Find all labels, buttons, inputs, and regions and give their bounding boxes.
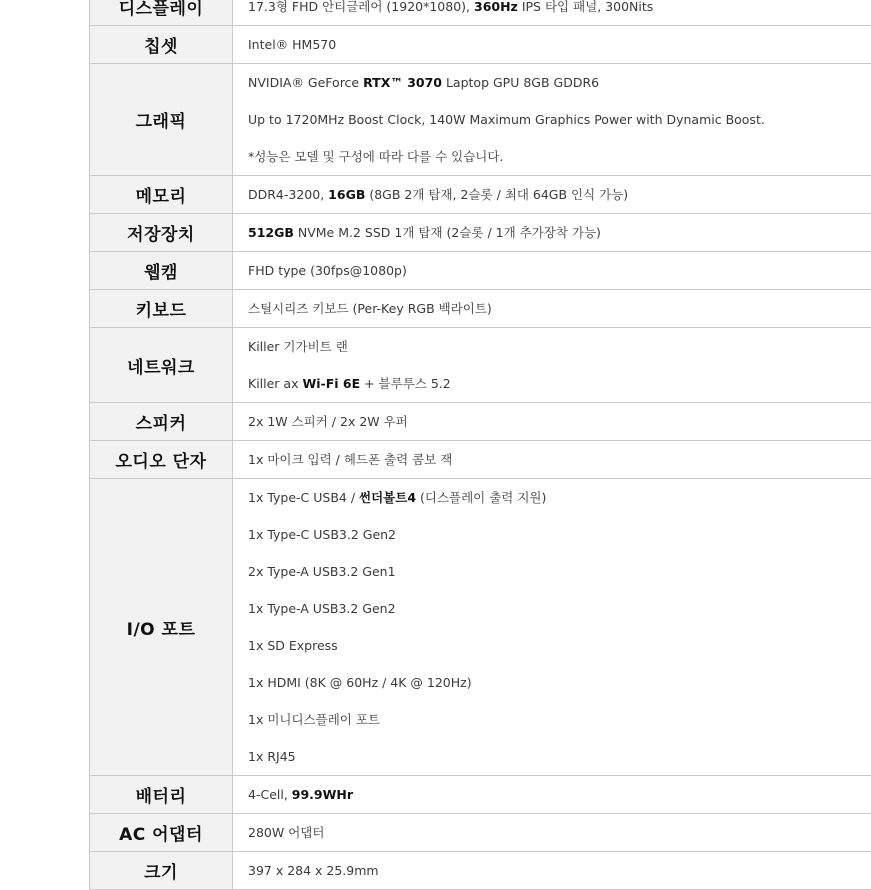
spec-value bbox=[233, 776, 871, 814]
spec-highlight: 360Hz bbox=[474, 0, 518, 14]
spec-label: 디스플레이 bbox=[90, 0, 233, 26]
spec-text: Up to 1720MHz Boost Clock, 140W Maximum Graphics Power with Dynamic Boost. bbox=[248, 112, 765, 127]
spec-text: FHD type (30fps@1080p) bbox=[248, 263, 407, 278]
spec-value bbox=[233, 441, 871, 479]
spec-row bbox=[90, 776, 871, 814]
spec-text: 1x RJ45 bbox=[248, 749, 296, 764]
spec-value-line bbox=[248, 818, 871, 847]
spec-highlight: Wi-Fi 6E bbox=[302, 376, 360, 391]
spec-value-line bbox=[248, 294, 871, 323]
spec-text: 1x HDMI (8K @ 60Hz / 4K @ 120Hz) bbox=[248, 675, 472, 690]
spec-text: 2x 1W 스피커 / 2x 2W 우퍼 bbox=[248, 414, 408, 429]
spec-value bbox=[233, 176, 871, 214]
spec-label: I/O 포트 bbox=[90, 479, 233, 776]
spec-text: + 블루투스 5.2 bbox=[360, 376, 451, 391]
spec-value bbox=[233, 214, 871, 252]
spec-row bbox=[90, 176, 871, 214]
spec-value-line bbox=[248, 594, 871, 623]
spec-text: (디스플레이 출력 지원) bbox=[416, 490, 546, 505]
spec-label: 오디오 단자 bbox=[90, 441, 233, 479]
spec-row bbox=[90, 441, 871, 479]
spec-highlight: 썬더볼트4 bbox=[359, 490, 416, 505]
spec-text: 스틸시리즈 키보드 (Per-Key RGB 백라이트) bbox=[248, 301, 492, 316]
spec-highlight: RTX™ 3070 bbox=[363, 75, 442, 90]
spec-label: 네트워크 bbox=[90, 328, 233, 403]
spec-label: AC 어댑터 bbox=[90, 814, 233, 852]
spec-row bbox=[90, 814, 871, 852]
spec-table bbox=[89, 0, 871, 890]
spec-row bbox=[90, 290, 871, 328]
spec-value-line bbox=[248, 520, 871, 549]
spec-value-line bbox=[248, 30, 871, 59]
spec-highlight: 16GB bbox=[328, 187, 365, 202]
spec-row bbox=[90, 479, 871, 776]
spec-row bbox=[90, 214, 871, 252]
spec-value bbox=[233, 0, 871, 26]
spec-label: 크기 bbox=[90, 852, 233, 890]
spec-highlight: 99.9WHr bbox=[292, 787, 353, 802]
spec-value bbox=[233, 252, 871, 290]
spec-text: 1x Type-C USB4 / bbox=[248, 490, 359, 505]
spec-value-line bbox=[248, 742, 871, 771]
spec-label: 스피커 bbox=[90, 403, 233, 441]
spec-text: Killer ax bbox=[248, 376, 302, 391]
spec-row bbox=[90, 64, 871, 176]
spec-value-line bbox=[248, 142, 871, 171]
spec-text: Intel® HM570 bbox=[248, 37, 336, 52]
spec-value-line bbox=[248, 631, 871, 660]
spec-value bbox=[233, 26, 871, 64]
spec-table-body bbox=[90, 0, 871, 890]
spec-text: 1x SD Express bbox=[248, 638, 338, 653]
spec-value-line bbox=[248, 445, 871, 474]
spec-value-line bbox=[248, 705, 871, 734]
spec-label: 키보드 bbox=[90, 290, 233, 328]
spec-label: 저장장치 bbox=[90, 214, 233, 252]
spec-value bbox=[233, 403, 871, 441]
spec-value-line bbox=[248, 180, 871, 209]
spec-text: Laptop GPU 8GB GDDR6 bbox=[442, 75, 599, 90]
spec-value-line bbox=[248, 369, 871, 398]
spec-text: IPS 타입 패널, 300Nits bbox=[518, 0, 653, 14]
spec-text: 4-Cell, bbox=[248, 787, 292, 802]
spec-value bbox=[233, 64, 871, 176]
spec-value-line bbox=[248, 668, 871, 697]
spec-value-line bbox=[248, 557, 871, 586]
spec-row bbox=[90, 328, 871, 403]
spec-text: 280W 어댑터 bbox=[248, 825, 324, 840]
spec-value-line bbox=[248, 0, 871, 21]
spec-row bbox=[90, 403, 871, 441]
spec-value bbox=[233, 479, 871, 776]
spec-row bbox=[90, 0, 871, 26]
spec-value-line bbox=[248, 68, 871, 97]
spec-value-line bbox=[248, 483, 871, 512]
spec-value-line bbox=[248, 780, 871, 809]
spec-label: 그래픽 bbox=[90, 64, 233, 176]
spec-row bbox=[90, 252, 871, 290]
spec-text: NVMe M.2 SSD 1개 탑재 (2슬롯 / 1개 추가장착 가능) bbox=[294, 225, 601, 240]
spec-value-line bbox=[248, 218, 871, 247]
spec-value-line bbox=[248, 407, 871, 436]
spec-value-line bbox=[248, 256, 871, 285]
spec-value bbox=[233, 814, 871, 852]
spec-label: 배터리 bbox=[90, 776, 233, 814]
spec-value-line bbox=[248, 105, 871, 134]
spec-text: 397 x 284 x 25.9mm bbox=[248, 863, 379, 878]
spec-label: 메모리 bbox=[90, 176, 233, 214]
spec-label: 칩셋 bbox=[90, 26, 233, 64]
spec-text: (8GB 2개 탑재, 2슬롯 / 최대 64GB 인식 가능) bbox=[365, 187, 628, 202]
spec-text: 1x 미니디스플레이 포트 bbox=[248, 712, 380, 727]
spec-value bbox=[233, 290, 871, 328]
spec-value bbox=[233, 328, 871, 403]
spec-label: 웹캠 bbox=[90, 252, 233, 290]
spec-value-line bbox=[248, 332, 871, 361]
spec-text: 1x 마이크 입력 / 헤드폰 출력 콤보 잭 bbox=[248, 452, 452, 467]
spec-highlight: 512GB bbox=[248, 225, 294, 240]
spec-text: 17.3형 FHD 안티글레어 (1920*1080), bbox=[248, 0, 474, 14]
spec-text: DDR4-3200, bbox=[248, 187, 328, 202]
spec-text: 2x Type-A USB3.2 Gen1 bbox=[248, 564, 396, 579]
spec-row bbox=[90, 26, 871, 64]
spec-text: NVIDIA® GeForce bbox=[248, 75, 363, 90]
spec-text: 1x Type-C USB3.2 Gen2 bbox=[248, 527, 396, 542]
spec-text: Killer 기가비트 랜 bbox=[248, 339, 348, 354]
spec-text: 1x Type-A USB3.2 Gen2 bbox=[248, 601, 396, 616]
spec-text: *성능은 모델 및 구성에 따라 다를 수 있습니다. bbox=[248, 149, 503, 164]
